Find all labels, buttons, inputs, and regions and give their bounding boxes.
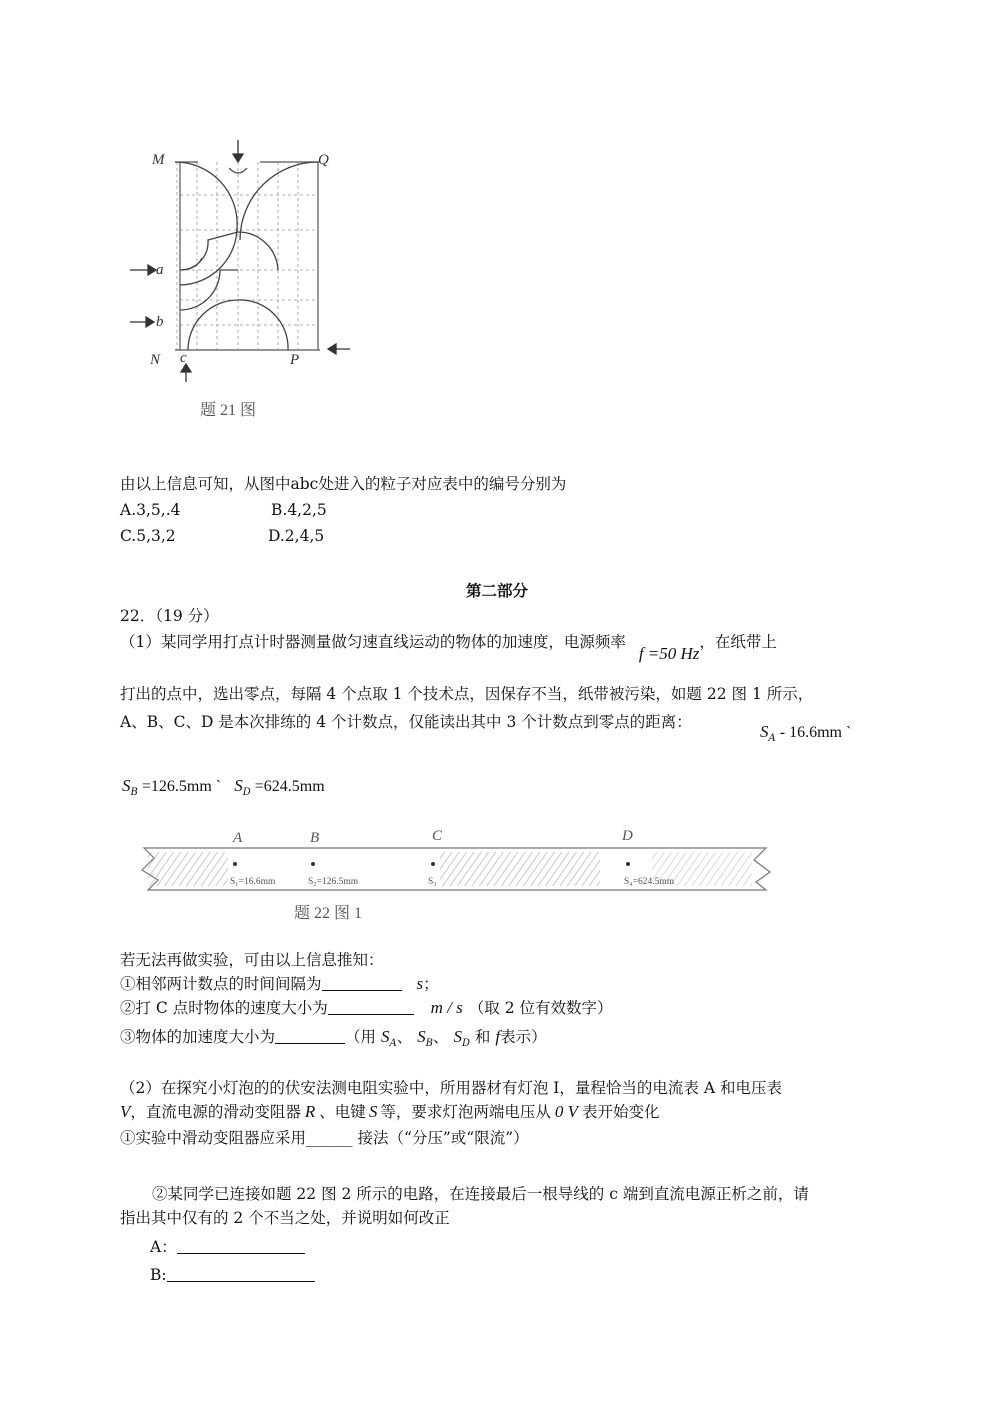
zero-volt-symbol: 0 V [554,1102,578,1121]
figure-22-1 [140,826,780,926]
label-M: M [152,152,165,168]
sb-value: =126.5mm ˋ [137,778,222,795]
answer-b-blank[interactable] [167,1265,315,1282]
item3-sb-sub: B [425,1038,434,1049]
tape-label-d: D [622,828,633,844]
q22b-line2-b: ，直流电源的滑动变阻器 [130,1103,301,1121]
q22-para2: 打出的点中，选出零点，每隔 4 个点取 1 个技术点，因保存不当，纸带被污染，如题 22 图 1 所示， [120,685,814,703]
item3-paren: （用 [345,1028,377,1046]
item2-answer-blank[interactable] [328,998,414,1015]
tape-distance-a: S₁=16.6mm [230,877,276,887]
q22b-line1: （2）在探究小灯泡的的伏安法测电阻实验中，所用器材有灯泡 I，量程恰当的电流表 A 和电压表 [120,1079,782,1097]
q22-para3: A、B、C、D 是本次排练的 4 个计数点，仅能读出其中 3 个计数点到零点的距离： [120,713,692,731]
deduce-item1 [120,974,439,994]
distance-sa [760,722,851,744]
item2-text: ②打 C 点时物体的速度大小为 [120,999,328,1017]
q21-option-d: D.2,4,5 [268,527,325,545]
sa-symbol: S [760,722,769,741]
label-N: N [150,352,161,368]
answer-b [150,1265,315,1285]
item1-text: ①相邻两计数点的时间间隔为 [120,975,322,993]
q22-para1 [120,632,777,663]
q21-stem: 由以上信息可知，从图中abc处进入的粒子对应表中的编号分别为 [120,475,567,493]
item3-sd-symbol: S [453,1027,462,1046]
answer-b-label: B: [150,1266,167,1284]
q21-option-b: B.4,2,5 [271,501,327,519]
label-a: a [156,262,164,278]
answer-a-label: A： [150,1238,177,1256]
q22-para1-b: ，在纸带上 [699,633,777,651]
item1-unit: s [416,974,424,993]
rheostat-symbol: R [304,1102,316,1121]
tape-point-b [311,862,315,866]
item3-f-symbol: f [495,1027,501,1046]
part2-heading: 第二部分 [466,581,529,600]
tape-label-b: B [310,830,320,846]
voltmeter-symbol: V [120,1102,131,1121]
q22b-line2-d: 等，要求灯泡两端电压从 [380,1103,551,1121]
item3-sep2: 、 [433,1028,449,1046]
sb-symbol: S [122,776,131,795]
item3-sd-sub: D [461,1038,470,1049]
q22-para1-a: （1）某同学用打点计时器测量做匀速直线运动的物体的加速度，电源频率 [120,633,626,651]
q22b-line4: ②某同学已连接如题 22 图 2 所示的电路，在连接最后一根导线的 c 端到直流电源正析之前，请 [152,1185,809,1203]
item3-sb-symbol: S [417,1027,426,1046]
item3-answer-blank[interactable] [275,1027,345,1044]
item1-end: ； [423,975,439,993]
tape-point-a [233,862,237,866]
q22b-line3-b: 接法（“分压”或“限流”） [352,1129,529,1147]
tape-distance-c: S₃ [428,877,437,887]
item1-answer-blank[interactable] [322,974,402,991]
deduce-item2 [120,998,613,1018]
deduce-intro: 若无法再做实验，可由以上信息推知： [120,951,384,969]
sa-value: - 16.6mm ˋ [775,724,852,741]
item3-sep1: 、 [396,1028,413,1046]
distance-sb-sd [122,776,325,798]
figure-21 [120,140,370,430]
q21-option-c: C.5,3,2 [120,527,176,545]
item3-sa-symbol: S [380,1027,390,1046]
q22-number: 22．（19 分） [120,607,219,625]
item3-and: 和 [470,1028,496,1046]
q22b-line2-e: 表开始变化 [581,1103,660,1121]
deduce-item3 [120,1027,547,1054]
label-c: c [180,350,187,366]
tape-distance-d: S₄=624.5mm [624,877,675,887]
label-b: b [156,314,164,330]
answer-a [150,1237,305,1257]
q22b-line2-c: 、电键 [319,1103,366,1121]
sd-subscript: D [242,787,251,798]
figure-22-1-caption: 题 22 图 1 [294,905,363,922]
q22b-line5: 指出其中仅有的 2 个不当之处，并说明如何改正 [120,1209,450,1227]
q22b-line3 [120,1128,529,1148]
item3-end: 表示） [500,1028,547,1046]
answer-a-blank[interactable] [177,1237,305,1254]
sd-value: =624.5mm [250,778,325,795]
tape-label-c: C [432,828,443,844]
item2-unit: m / s [430,998,463,1017]
q21-option-a: A.3,5,.4 [120,501,181,519]
q22b-line3-blank[interactable]: ______ [306,1129,353,1147]
sa-subscript: A [768,733,776,744]
item3-sa-sub: A [389,1038,397,1049]
q22b-line2 [120,1102,659,1122]
item2-note: （取 2 位有效数字） [468,999,613,1017]
tape-point-d [626,862,630,866]
sd-symbol: S [234,776,243,795]
item3-text: ③物体的加速度大小为 [120,1028,276,1046]
label-P: P [290,352,300,368]
switch-symbol: S [368,1102,378,1121]
tape-distance-b: S₂=126.5mm [308,877,359,887]
label-Q: Q [318,152,329,168]
tape-label-a: A [233,830,243,846]
tape-point-c [431,862,435,866]
q22b-line3-a: ①实验中滑动变阻器应采用 [120,1129,307,1147]
sb-subscript: B [130,787,138,798]
frequency-value: f =50 Hz [638,644,700,663]
figure-21-caption: 题 21 图 [200,402,257,419]
